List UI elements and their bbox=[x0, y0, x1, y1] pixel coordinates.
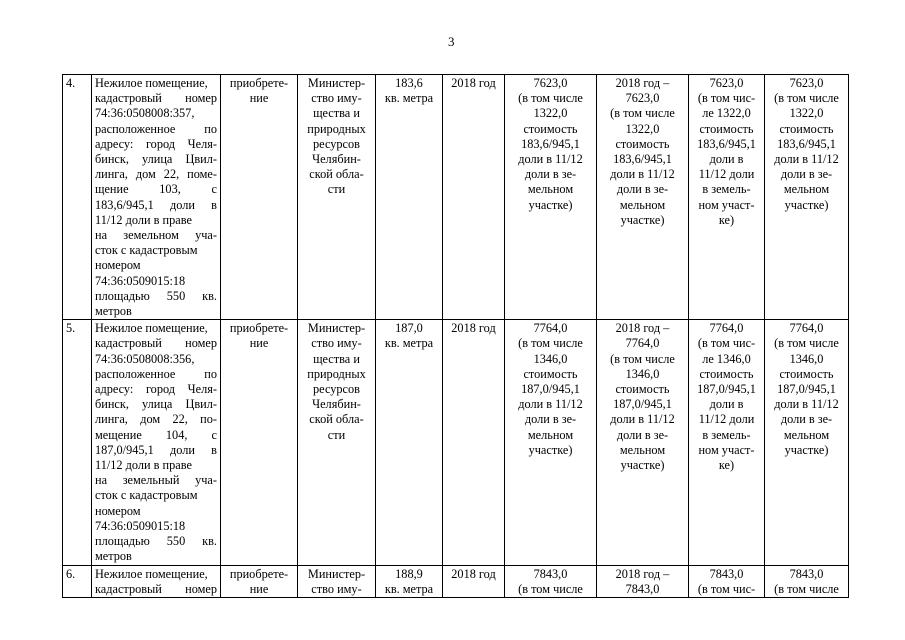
description-word: улица bbox=[142, 397, 173, 412]
cost-by-year-line: 183,6/945,1 bbox=[613, 152, 672, 167]
cost-total-line: доли в зе- bbox=[524, 167, 577, 182]
organization-line: ресурсов bbox=[313, 382, 360, 397]
cost-by-year-line: мельном bbox=[619, 197, 666, 212]
acquisition-type-cell bbox=[221, 320, 298, 565]
cost-total-cell bbox=[505, 75, 597, 320]
cost-total-line: (в том числе bbox=[518, 581, 583, 596]
description-word: Челя- bbox=[187, 382, 217, 397]
cost-col-10-line: участке) bbox=[784, 442, 829, 457]
description-line bbox=[95, 258, 217, 273]
cost-col-9-line: ке) bbox=[718, 458, 735, 473]
cost-col-9-line: доли в bbox=[709, 397, 744, 412]
description-word: Цвил- bbox=[185, 397, 217, 412]
acquisition-type-cell bbox=[221, 75, 298, 320]
description-word: на bbox=[95, 228, 108, 243]
cost-total-line: 7623,0 bbox=[533, 76, 568, 90]
description-word: кв. bbox=[202, 534, 217, 549]
area-line: кв. метра bbox=[384, 336, 434, 351]
row-number: 6. bbox=[63, 565, 92, 597]
description-line bbox=[95, 167, 217, 182]
description-word: 103, bbox=[159, 182, 181, 197]
description-word: доли bbox=[169, 197, 195, 212]
description-word: 550 bbox=[166, 534, 186, 549]
cost-col-9-line: 7843,0 bbox=[709, 566, 744, 581]
cost-col-10-line: (в том числе bbox=[774, 336, 839, 351]
acquisition-type-line: ние bbox=[249, 336, 269, 351]
organization-line: Челябин- bbox=[312, 152, 361, 167]
cost-by-year-line: мельном bbox=[619, 442, 666, 457]
acquisition-type-line: приобрете- bbox=[229, 76, 289, 90]
description-word: линга, bbox=[95, 412, 128, 427]
cost-total-line: доли в 11/12 bbox=[518, 397, 583, 412]
cost-col-10-line: 1322,0 bbox=[789, 106, 824, 121]
description-line bbox=[95, 198, 217, 213]
cost-by-year-cell bbox=[597, 565, 689, 597]
description-word: линга, bbox=[95, 167, 128, 182]
cost-by-year-line: 187,0/945,1 bbox=[613, 397, 672, 412]
description-word: 104, bbox=[165, 427, 188, 442]
year-line: 2018 год bbox=[451, 321, 496, 336]
description-line bbox=[95, 213, 217, 228]
description-word: метров bbox=[95, 304, 132, 319]
cost-by-year-line: 2018 год – bbox=[615, 76, 670, 90]
cost-total-line: 7764,0 bbox=[533, 321, 568, 336]
description-line bbox=[95, 274, 217, 289]
acquisition-type-line: приобрете- bbox=[229, 321, 289, 336]
cost-col-9-line: в земель- bbox=[702, 182, 751, 197]
cost-col-9-line: стоимость bbox=[699, 366, 754, 381]
description-word: номер bbox=[185, 336, 217, 351]
cost-col-9-line: 11/12 доли bbox=[698, 412, 755, 427]
description-word: Нежилое помещение, bbox=[95, 321, 208, 336]
area-cell bbox=[376, 320, 443, 565]
description-word: расположенное bbox=[95, 366, 176, 381]
description-word: город bbox=[145, 136, 176, 151]
description-line bbox=[95, 412, 217, 427]
cost-by-year-line: 7843,0 bbox=[625, 581, 660, 596]
cost-total-line: участке) bbox=[528, 442, 573, 457]
cost-col-10-line: 1346,0 bbox=[789, 351, 824, 366]
description-line bbox=[95, 152, 217, 167]
description-word: площадью bbox=[95, 534, 150, 549]
description-word: бинск, bbox=[95, 152, 129, 167]
cost-col-9-line: ке) bbox=[718, 212, 735, 227]
description-word: номером bbox=[95, 503, 141, 518]
table-row bbox=[63, 75, 849, 320]
organization-line: ской обла- bbox=[309, 412, 364, 427]
cost-col-10-line: участке) bbox=[784, 197, 829, 212]
acquisition-type-line: приобрете- bbox=[229, 566, 289, 581]
cost-col-9-line: 11/12 доли bbox=[698, 167, 755, 182]
cost-total-line: 1346,0 bbox=[533, 351, 568, 366]
cost-col-10-line: стоимость bbox=[779, 121, 834, 136]
description-line bbox=[95, 243, 217, 258]
table-row bbox=[63, 565, 849, 597]
cost-by-year-line: стоимость bbox=[615, 382, 670, 397]
cost-total-line: (в том числе bbox=[518, 91, 583, 106]
area-cell bbox=[376, 75, 443, 320]
cost-col-10-line: доли в 11/12 bbox=[774, 397, 839, 412]
description-line bbox=[95, 352, 217, 367]
description-line bbox=[95, 367, 217, 382]
cost-by-year-line: доли в зе- bbox=[616, 182, 669, 197]
acquisition-type-line: ние bbox=[249, 91, 269, 106]
cost-col-9-line: стоимость bbox=[699, 121, 754, 136]
description-line bbox=[95, 582, 217, 597]
description-word: в bbox=[211, 197, 217, 212]
description-word: 74:36:0508008:356, bbox=[95, 351, 195, 366]
description-word: по bbox=[204, 121, 217, 136]
description-line bbox=[95, 549, 217, 564]
description-line bbox=[95, 228, 217, 243]
description-word: бинск, bbox=[95, 397, 129, 412]
organization-line: Министер- bbox=[307, 566, 366, 581]
description-word: 550 bbox=[166, 288, 186, 303]
description-line bbox=[95, 473, 217, 488]
description-line bbox=[95, 91, 217, 106]
cost-total-line: мельном bbox=[527, 182, 574, 197]
area-line: 187,0 bbox=[395, 321, 423, 336]
organization-line: ство иму- bbox=[311, 581, 362, 596]
cost-by-year-line: 7764,0 bbox=[625, 336, 660, 351]
cost-col-9-line: в земель- bbox=[702, 427, 751, 442]
organization-line: Министер- bbox=[307, 76, 366, 90]
description-word: с bbox=[211, 182, 217, 197]
year-line: 2018 год bbox=[451, 566, 496, 581]
organization-cell bbox=[298, 320, 376, 565]
description-line bbox=[95, 336, 217, 351]
cost-col-10-line: 183,6/945,1 bbox=[777, 136, 836, 151]
cost-total-line: 1322,0 bbox=[533, 106, 568, 121]
description-word: сток с кадастровым bbox=[95, 243, 198, 258]
description-word: Цвил- bbox=[185, 152, 217, 167]
description-word: доли bbox=[169, 442, 195, 457]
cost-col-9-cell bbox=[689, 565, 765, 597]
property-description bbox=[92, 320, 221, 565]
cost-col-9-cell bbox=[689, 320, 765, 565]
property-table bbox=[62, 74, 849, 598]
description-word: 187,0/945,1 bbox=[95, 442, 154, 457]
description-word: кв. bbox=[202, 288, 217, 303]
cost-total-line: (в том числе bbox=[518, 336, 583, 351]
description-word: номер bbox=[185, 91, 217, 106]
organization-line: щества и bbox=[313, 106, 360, 121]
cost-col-10-line: 187,0/945,1 bbox=[777, 382, 836, 397]
description-line bbox=[95, 504, 217, 519]
description-word: адресу: bbox=[95, 382, 134, 397]
description-word: кадастровый bbox=[95, 581, 162, 596]
property-description bbox=[92, 75, 221, 320]
cost-by-year-cell bbox=[597, 75, 689, 320]
cost-col-9-line: 7623,0 bbox=[709, 76, 744, 90]
description-line bbox=[95, 289, 217, 304]
cost-col-9-line: ном участ- bbox=[698, 197, 755, 212]
cost-col-10-cell bbox=[765, 565, 849, 597]
description-word: 22, bbox=[172, 412, 188, 427]
organization-line: сти bbox=[327, 182, 346, 197]
cost-by-year-line: доли в 11/12 bbox=[610, 412, 675, 427]
organization-cell bbox=[298, 565, 376, 597]
cost-by-year-line: доли в зе- bbox=[616, 427, 669, 442]
description-line bbox=[95, 488, 217, 503]
cost-total-line: 187,0/945,1 bbox=[521, 382, 580, 397]
description-word: с bbox=[211, 427, 217, 442]
cost-col-9-line: 183,6/945,1 bbox=[697, 136, 756, 151]
description-word: земельном bbox=[123, 228, 179, 243]
cost-col-9-line: ле 1322,0 bbox=[702, 106, 751, 121]
cost-by-year-line: доли в 11/12 bbox=[610, 167, 675, 182]
cost-col-10-line: мельном bbox=[783, 182, 830, 197]
property-description bbox=[92, 565, 221, 597]
cost-col-10-line: мельном bbox=[783, 427, 830, 442]
cost-col-10-cell bbox=[765, 75, 849, 320]
description-word: земельный bbox=[122, 473, 180, 488]
cost-col-9-line: ном участ- bbox=[698, 442, 755, 457]
description-line bbox=[95, 321, 217, 336]
description-word: по- bbox=[200, 412, 217, 427]
cost-col-10-line: (в том числе bbox=[774, 91, 839, 106]
description-line bbox=[95, 76, 217, 91]
cost-total-cell bbox=[505, 565, 597, 597]
description-line bbox=[95, 137, 217, 152]
description-word: 11/12 доли в праве bbox=[95, 458, 192, 473]
description-word: кадастровый bbox=[95, 91, 162, 106]
cost-col-9-cell bbox=[689, 75, 765, 320]
cost-by-year-line: (в том числе bbox=[610, 106, 675, 121]
cost-col-10-cell bbox=[765, 320, 849, 565]
description-word: 74:36:0508008:357, bbox=[95, 106, 195, 121]
cost-by-year-line: 1322,0 bbox=[625, 121, 660, 136]
description-word: расположенное bbox=[95, 121, 176, 136]
description-line bbox=[95, 122, 217, 137]
row-number: 4. bbox=[63, 75, 92, 320]
description-word: номером bbox=[95, 258, 141, 273]
cost-by-year-line: 1346,0 bbox=[625, 366, 660, 381]
description-word: номер bbox=[185, 581, 217, 596]
cost-col-9-line: (в том чис- bbox=[697, 91, 756, 106]
description-word: метров bbox=[95, 549, 132, 564]
description-word: город bbox=[145, 382, 176, 397]
description-word: в bbox=[211, 442, 217, 457]
description-word: сток с кадастровым bbox=[95, 488, 198, 503]
description-word: дом bbox=[135, 167, 156, 182]
cost-by-year-line: 7623,0 bbox=[625, 91, 660, 106]
year-cell bbox=[443, 565, 505, 597]
table-row bbox=[63, 320, 849, 565]
description-word: щение bbox=[95, 182, 129, 197]
organization-line: ство иму- bbox=[311, 91, 362, 106]
organization-line: сти bbox=[327, 427, 346, 442]
cost-by-year-cell bbox=[597, 320, 689, 565]
cost-col-10-line: 7843,0 bbox=[789, 566, 824, 581]
description-line bbox=[95, 182, 217, 197]
cost-by-year-line: стоимость bbox=[615, 136, 670, 151]
description-word: Челя- bbox=[187, 136, 217, 151]
cost-col-9-line: (в том чис- bbox=[697, 336, 756, 351]
cost-total-line: 183,6/945,1 bbox=[521, 136, 580, 151]
cost-col-9-line: 7764,0 bbox=[709, 321, 744, 336]
page-number: 3 bbox=[448, 34, 455, 49]
acquisition-type-line: ние bbox=[249, 581, 269, 596]
description-line bbox=[95, 382, 217, 397]
area-line: 188,9 bbox=[395, 566, 423, 581]
year-line: 2018 год bbox=[451, 76, 496, 90]
area-line: кв. метра bbox=[384, 91, 434, 106]
cost-total-cell bbox=[505, 320, 597, 565]
description-word: 74:36:0509015:18 bbox=[95, 273, 186, 288]
description-line bbox=[95, 443, 217, 458]
cost-by-year-line: 2018 год – bbox=[615, 321, 670, 336]
description-line bbox=[95, 534, 217, 549]
cost-total-line: мельном bbox=[527, 427, 574, 442]
description-line bbox=[95, 428, 217, 443]
cost-col-10-line: доли в 11/12 bbox=[774, 152, 839, 167]
year-cell bbox=[443, 320, 505, 565]
description-word: мещение bbox=[95, 427, 142, 442]
description-word: кадастровый bbox=[95, 336, 162, 351]
year-cell bbox=[443, 75, 505, 320]
cost-by-year-line: участке) bbox=[620, 458, 665, 473]
description-word: поме- bbox=[187, 167, 217, 182]
organization-cell bbox=[298, 75, 376, 320]
organization-line: щества и bbox=[313, 351, 360, 366]
description-line bbox=[95, 304, 217, 319]
description-word: Нежилое помещение, bbox=[95, 76, 208, 90]
description-word: адресу: bbox=[95, 136, 134, 151]
cost-total-line: 7843,0 bbox=[533, 566, 568, 581]
row-number: 5. bbox=[63, 320, 92, 565]
description-word: уча- bbox=[195, 473, 217, 488]
description-word: улица bbox=[142, 152, 173, 167]
description-word: по bbox=[204, 366, 217, 381]
cost-total-line: доли в зе- bbox=[524, 412, 577, 427]
cost-col-9-line: доли в bbox=[709, 152, 744, 167]
cost-total-line: стоимость bbox=[523, 121, 578, 136]
description-line bbox=[95, 567, 217, 582]
area-cell bbox=[376, 565, 443, 597]
cost-col-9-line: (в том чис- bbox=[697, 581, 756, 596]
organization-line: ство иму- bbox=[311, 336, 362, 351]
description-word: 183,6/945,1 bbox=[95, 197, 154, 212]
cost-by-year-line: участке) bbox=[620, 212, 665, 227]
area-line: кв. метра bbox=[384, 581, 434, 596]
description-line bbox=[95, 106, 217, 121]
description-word: 74:36:0509015:18 bbox=[95, 518, 186, 533]
cost-total-line: участке) bbox=[528, 197, 573, 212]
cost-by-year-line: (в том числе bbox=[610, 351, 675, 366]
organization-line: Челябин- bbox=[312, 397, 361, 412]
description-word: дом bbox=[140, 412, 161, 427]
cost-col-10-line: стоимость bbox=[779, 366, 834, 381]
cost-col-9-line: 187,0/945,1 bbox=[697, 382, 756, 397]
cost-col-10-line: (в том числе bbox=[774, 581, 839, 596]
cost-col-10-line: доли в зе- bbox=[780, 412, 833, 427]
organization-line: Министер- bbox=[307, 321, 366, 336]
cost-by-year-line: 2018 год – bbox=[615, 566, 670, 581]
cost-total-line: стоимость bbox=[523, 366, 578, 381]
description-line bbox=[95, 458, 217, 473]
description-word: 22, bbox=[163, 167, 180, 182]
description-word: уча- bbox=[195, 228, 217, 243]
acquisition-type-cell bbox=[221, 565, 298, 597]
cost-col-10-line: 7623,0 bbox=[789, 76, 824, 90]
description-word: Нежилое помещение, bbox=[95, 566, 208, 581]
description-word: 11/12 доли в праве bbox=[95, 212, 192, 227]
cost-col-10-line: 7764,0 bbox=[789, 321, 824, 336]
description-line bbox=[95, 519, 217, 534]
description-line bbox=[95, 397, 217, 412]
organization-line: природных bbox=[307, 121, 366, 136]
organization-line: ресурсов bbox=[313, 136, 360, 151]
organization-line: ской обла- bbox=[309, 167, 364, 182]
area-line: 183,6 bbox=[395, 76, 423, 90]
cost-col-9-line: ле 1346,0 bbox=[702, 351, 751, 366]
description-word: площадью bbox=[95, 288, 150, 303]
cost-col-10-line: доли в зе- bbox=[780, 167, 833, 182]
description-word: на bbox=[95, 473, 108, 488]
cost-total-line: доли в 11/12 bbox=[518, 152, 583, 167]
organization-line: природных bbox=[307, 366, 366, 381]
